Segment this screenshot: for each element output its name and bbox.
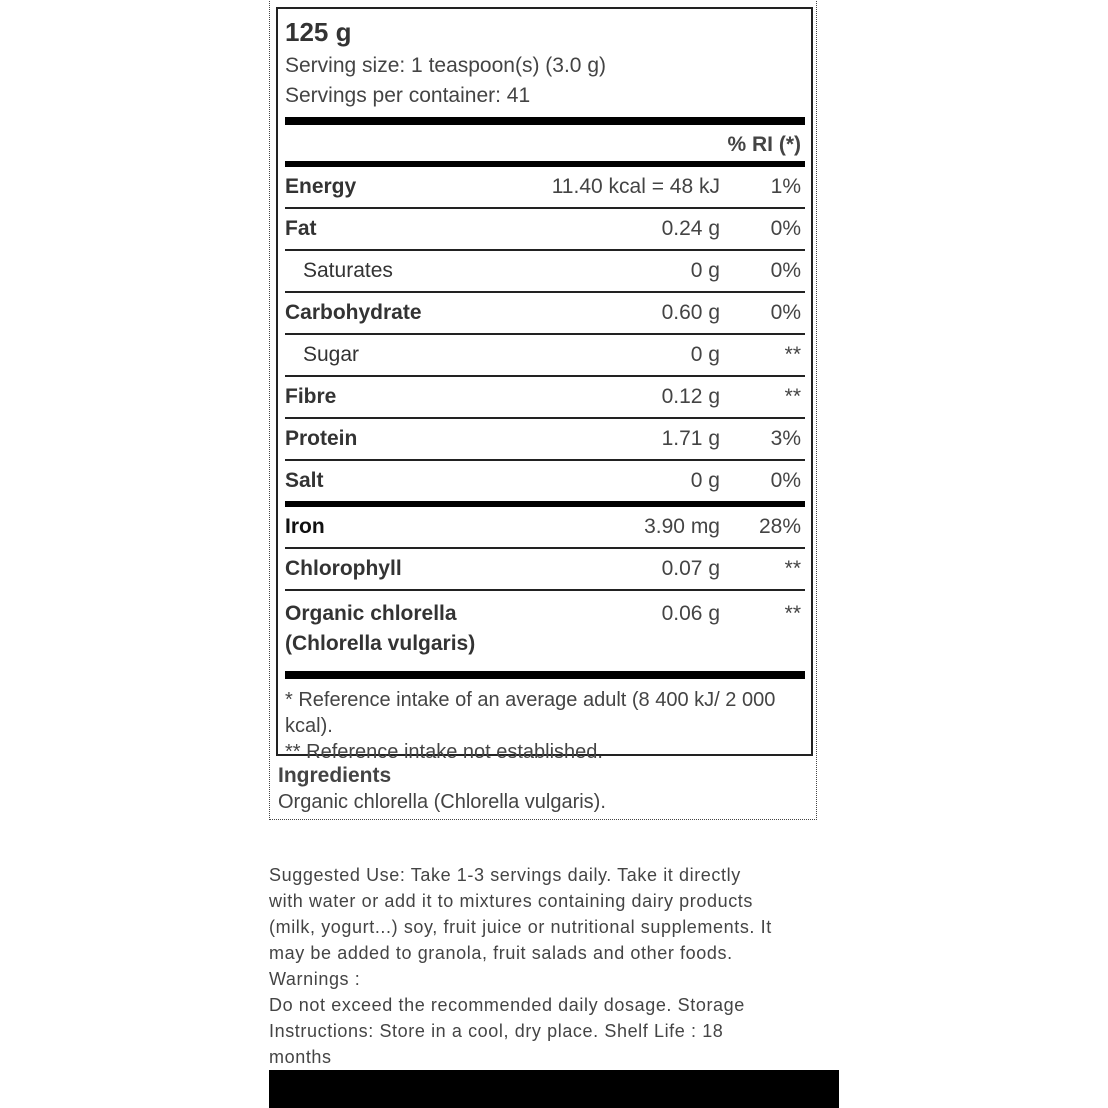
nutrition-facts-panel	[276, 7, 813, 763]
nutrient-amount: 0.24 g	[503, 208, 720, 250]
nutrient-name: Carbohydrate	[285, 292, 503, 334]
footnote-not-established: ** Reference intake not established.	[285, 741, 603, 763]
table-row	[285, 460, 805, 504]
serving-size: Serving size: 1 teaspoon(s) (3.0 g)	[285, 54, 606, 77]
nutrient-ri: 1%	[720, 167, 805, 208]
nutrient-ri: 3%	[720, 418, 805, 460]
table-row	[285, 548, 805, 590]
nutrient-amount: 11.40 kcal = 48 kJ	[503, 167, 720, 208]
nutrient-ri: 0%	[720, 460, 805, 504]
nutrient-amount: 1.71 g	[503, 418, 720, 460]
ingredients-text: Organic chlorella (Chlorella vulgaris).	[278, 791, 606, 813]
nutrient-amount: 0.07 g	[503, 548, 720, 590]
nutrient-amount: 3.90 mg	[503, 504, 720, 548]
nutrient-amount: 0.06 g	[503, 590, 720, 675]
nutrient-amount: 0 g	[503, 460, 720, 504]
table-row	[285, 167, 805, 208]
nutrient-amount: 0.60 g	[503, 292, 720, 334]
nutrient-name: Chlorophyll	[285, 548, 503, 590]
table-row	[285, 208, 805, 250]
text-line: months	[269, 1047, 332, 1067]
servings-per-container: Servings per container: 41	[285, 84, 531, 107]
nutrient-ri: 0%	[720, 250, 805, 292]
table-row	[285, 250, 805, 292]
nutrient-name: Protein	[285, 418, 503, 460]
nutrient-name: Iron	[285, 504, 503, 548]
table-row	[285, 504, 805, 548]
table-row	[285, 292, 805, 334]
text-line: Instructions: Store in a cool, dry place. Shelf Life : 18	[269, 1021, 724, 1041]
nutrient-ri: **	[720, 590, 805, 675]
ri-column-header: % RI (*)	[727, 133, 801, 156]
nutrient-ri: **	[720, 548, 805, 590]
nutrient-name: Fibre	[285, 376, 503, 418]
nutrient-name: Salt	[285, 460, 503, 504]
nutrient-amount: 0 g	[503, 334, 720, 376]
nutrient-amount: 0 g	[503, 250, 720, 292]
product-info-box	[269, 0, 817, 820]
text-line: with water or add it to mixtures containing dairy products	[269, 891, 754, 911]
text-line: (milk, yogurt...) soy, fruit juice or nutritional supplements. It	[269, 917, 772, 937]
text-line: Do not exceed the recommended daily dosage. Storage	[269, 995, 745, 1015]
divider	[285, 117, 805, 125]
table-row	[285, 418, 805, 460]
nutrient-ri: 0%	[720, 208, 805, 250]
footnotes	[285, 687, 805, 765]
nutrient-ri: **	[720, 376, 805, 418]
nutrient-ri: 28%	[720, 504, 805, 548]
nutrient-name: Energy	[285, 167, 503, 208]
table-row	[285, 376, 805, 418]
ingredients-title: Ingredients	[278, 764, 392, 787]
text-line: Suggested Use: Take 1-3 servings daily. Take it directly	[269, 865, 741, 885]
table-row	[285, 590, 805, 675]
suggested-use-text	[269, 862, 829, 1070]
black-bar	[269, 1070, 839, 1108]
footnote-reference-intake: * Reference intake of an average adult (8 400 kJ/ 2 000 kcal).	[285, 689, 776, 737]
nutrient-name-line: (Chlorella vulgaris)	[285, 632, 476, 655]
nutrient-name	[285, 590, 503, 675]
nutrient-name: Sugar	[285, 334, 503, 376]
nutrient-amount: 0.12 g	[503, 376, 720, 418]
nutrient-name: Saturates	[285, 250, 503, 292]
nutrients-table	[285, 167, 805, 679]
net-weight: 125 g	[285, 17, 352, 47]
nutrient-name-line: Organic chlorella	[285, 602, 457, 625]
nutrient-ri: **	[720, 334, 805, 376]
text-line: may be added to granola, fruit salads and other foods.	[269, 943, 733, 963]
table-row	[285, 334, 805, 376]
text-line: Warnings :	[269, 969, 361, 989]
ingredients-section	[278, 763, 808, 815]
nutrient-ri: 0%	[720, 292, 805, 334]
nutrient-name: Fat	[285, 208, 503, 250]
